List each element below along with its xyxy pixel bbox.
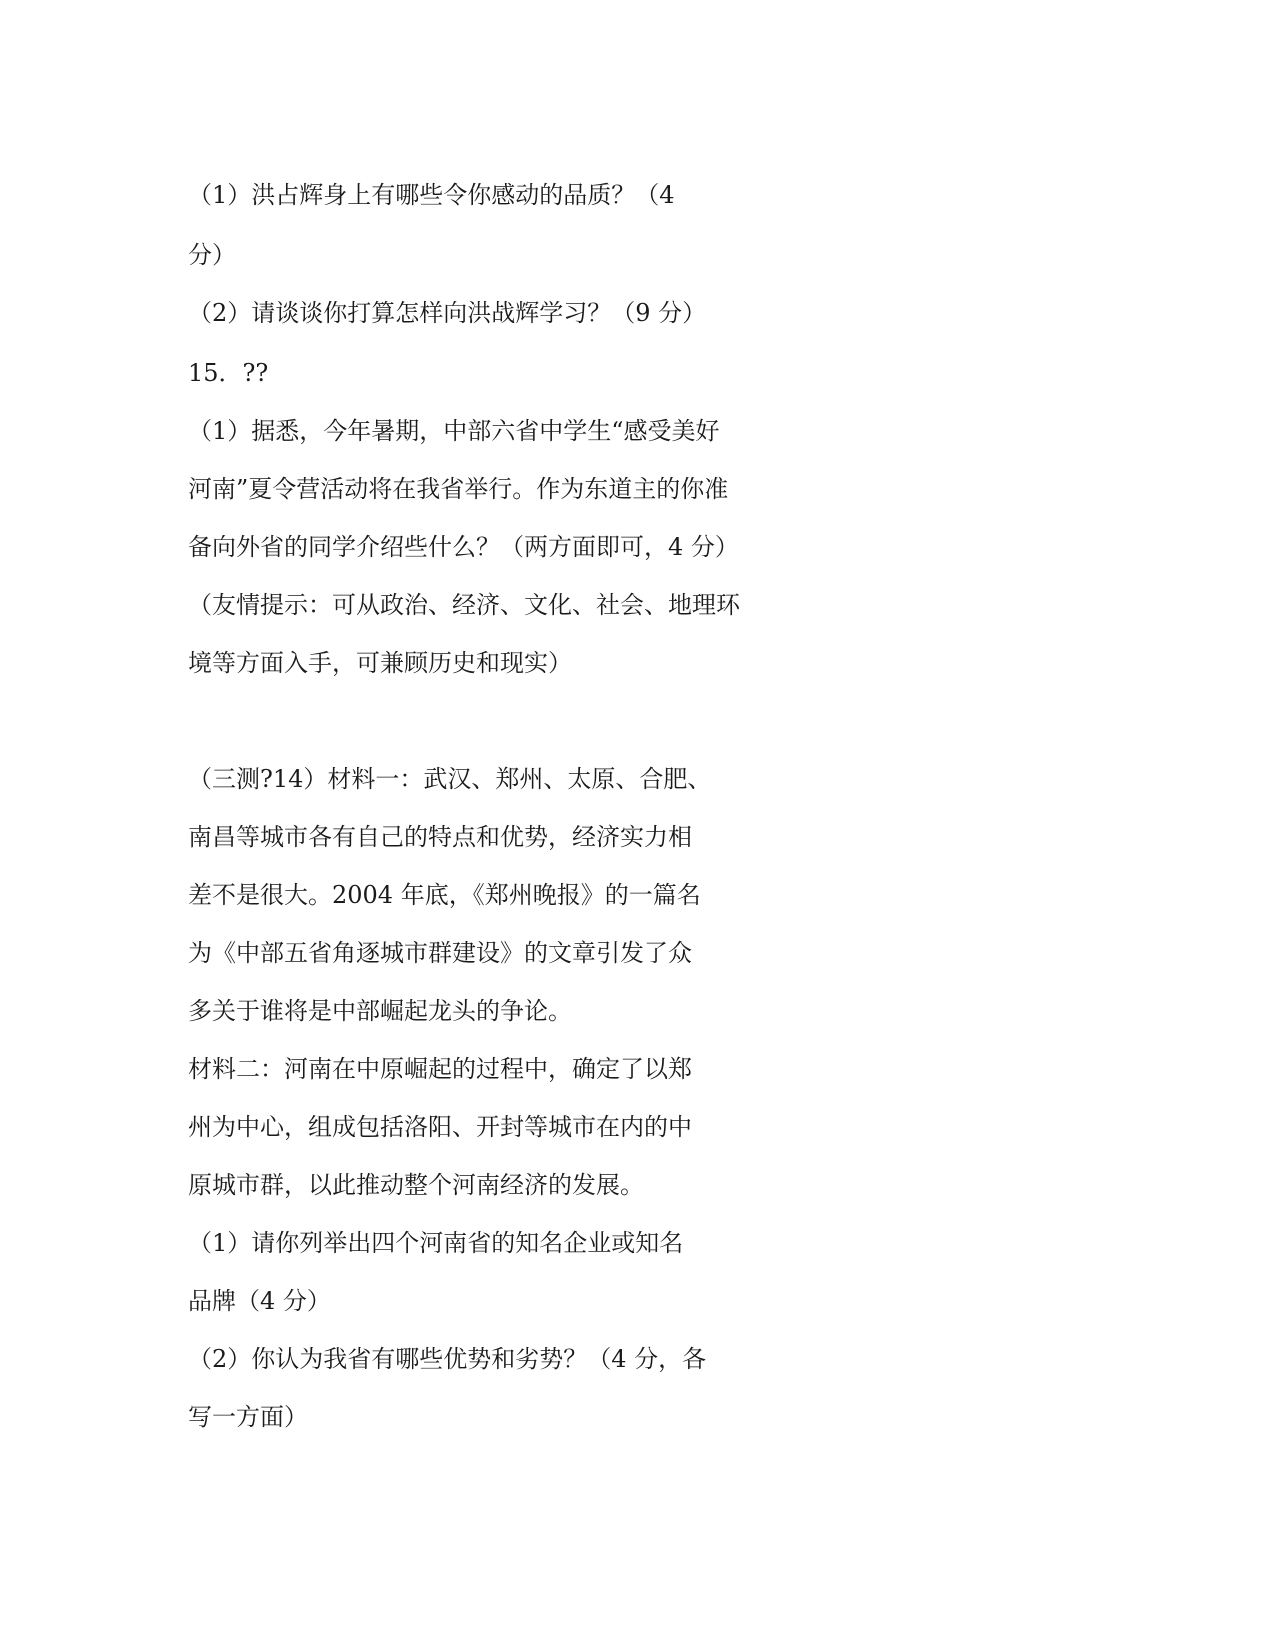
hint-line-2: 境等方面入手，可兼顾历史和现实） <box>188 649 572 677</box>
question-15-part-1-line-2: 河南”夏令营活动将在我省举行。作为东道主的你准 <box>188 475 729 503</box>
material-one-line-5: 多关于谁将是中部崛起龙头的争论。 <box>188 997 572 1025</box>
question-14-part-2: （2）请谈谈你打算怎样向洪战辉学习？（9 分） <box>188 299 707 327</box>
material-one-line-2: 南昌等城市各有自己的特点和优势，经济实力相 <box>188 823 692 851</box>
hint-line-1: （友情提示：可从政治、经济、文化、社会、地理环 <box>188 591 740 619</box>
material-question-2-line-1: （2）你认为我省有哪些优势和劣势？（4 分，各 <box>188 1345 707 1373</box>
material-question-1-line-1: （1）请你列举出四个河南省的知名企业或知名 <box>188 1229 684 1257</box>
question-14-part-1-line-2: 分） <box>188 241 236 269</box>
material-question-2-line-2: 写一方面） <box>188 1403 308 1431</box>
material-two-line-3: 原城市群，以此推动整个河南经济的发展。 <box>188 1171 644 1199</box>
material-two-line-1: 材料二：河南在中原崛起的过程中，确定了以郑 <box>188 1055 692 1083</box>
material-two-line-2: 州为中心，组成包括洛阳、开封等城市在内的中 <box>188 1113 692 1141</box>
material-question-1-line-2: 品牌（4 分） <box>188 1287 331 1315</box>
question-15-number: 15．?? <box>188 359 269 387</box>
material-one-line-4: 为《中部五省角逐城市群建设》的文章引发了众 <box>188 939 692 967</box>
question-14-part-1-line-1: （1）洪占辉身上有哪些令你感动的品质？（4 <box>188 181 675 209</box>
question-15-part-1-line-1: （1）据悉，今年暑期，中部六省中学生“感受美好 <box>188 417 720 445</box>
question-15-part-1-line-3: 备向外省的同学介绍些什么？（两方面即可，4 分） <box>188 533 739 561</box>
material-one-line-1: （三测?14）材料一：武汉、郑州、太原、合肥、 <box>188 765 712 793</box>
material-one-line-3: 差不是很大。2004 年底，《郑州晚报》的一篇名 <box>188 881 701 909</box>
